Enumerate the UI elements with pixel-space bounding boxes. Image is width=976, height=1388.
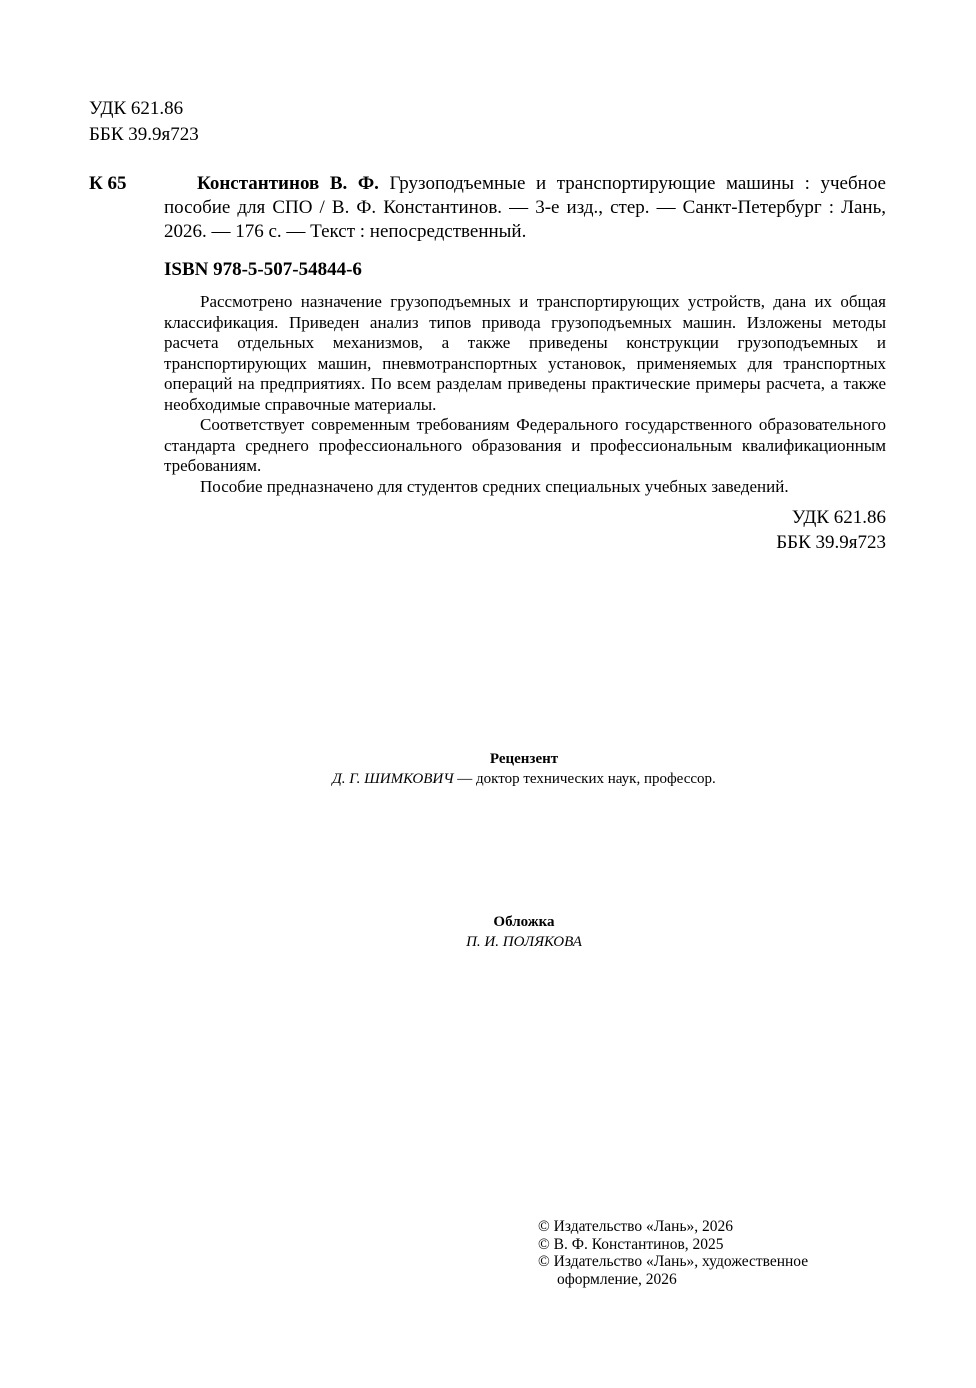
abstract-paragraph: Соответствует современным требованиям Федерального государственного образовательного стандарта среднего профессионального образования и профессиональным квалификационным требованиям. <box>164 415 886 475</box>
copyright-block <box>538 1218 808 1288</box>
copyright-line: © Издательство «Лань», 2026 <box>538 1218 734 1235</box>
reviewer-name: Д. Г. ШИМКОВИЧ <box>332 771 454 787</box>
copyright-line: © Издательство «Лань», художественное <box>538 1253 809 1270</box>
cover-heading: Обложка <box>493 914 555 930</box>
bbk-code: ББК 39.9я723 <box>89 124 199 145</box>
bbk-code: ББК 39.9я723 <box>776 532 886 553</box>
reviewer-line <box>0 769 976 789</box>
copyright-line: оформление, 2026 <box>557 1270 677 1288</box>
reviewer-heading: Рецензент <box>489 751 559 767</box>
udk-code: УДК 621.86 <box>89 98 184 119</box>
classification-bottom <box>776 505 886 555</box>
bibliographic-citation <box>164 172 886 244</box>
classification-top <box>89 96 199 148</box>
abstract-paragraph: Пособие предназначено для студентов средних специальных учебных заведений. <box>200 476 789 496</box>
isbn: ISBN 978-5-507-54844-6 <box>164 259 362 280</box>
reviewer-description: — доктор технических наук, профессор. <box>453 771 716 787</box>
abstract-paragraph: Рассмотрено назначение грузоподъемных и транспортирующих устройств, дана их общая классификация. Приведен анализ типов привода грузоподъемных машин. Изложены методы расчета отдельных механизмов, а также приведены конструкции грузоподъемных и транспортирующих машин, пневмотранспортных установок, применяемых для транспортных операций на предприятиях. По всем разделам приведены практические примеры расчета, а также необходимые справочные материалы. <box>164 292 886 414</box>
copyright-line: © В. Ф. Константинов, 2025 <box>538 1235 724 1253</box>
citation-author: Константинов В. Ф. <box>197 173 379 194</box>
abstract <box>164 292 886 497</box>
author-mark: К 65 <box>89 173 127 194</box>
reviewer-block <box>0 749 976 789</box>
cover-designer: П. И. ПОЛЯКОВА <box>466 934 582 950</box>
udk-code: УДК 621.86 <box>791 507 886 528</box>
cover-block <box>0 912 976 952</box>
citation-text: Грузоподъемные и транспортирующие машины : учебное пособие для СПО / В. Ф. Константинов. — 3-е изд., стер. — Санкт-Петербург : Лань, 2026. — 176 с. — Текст : непосредственный. <box>164 173 886 242</box>
